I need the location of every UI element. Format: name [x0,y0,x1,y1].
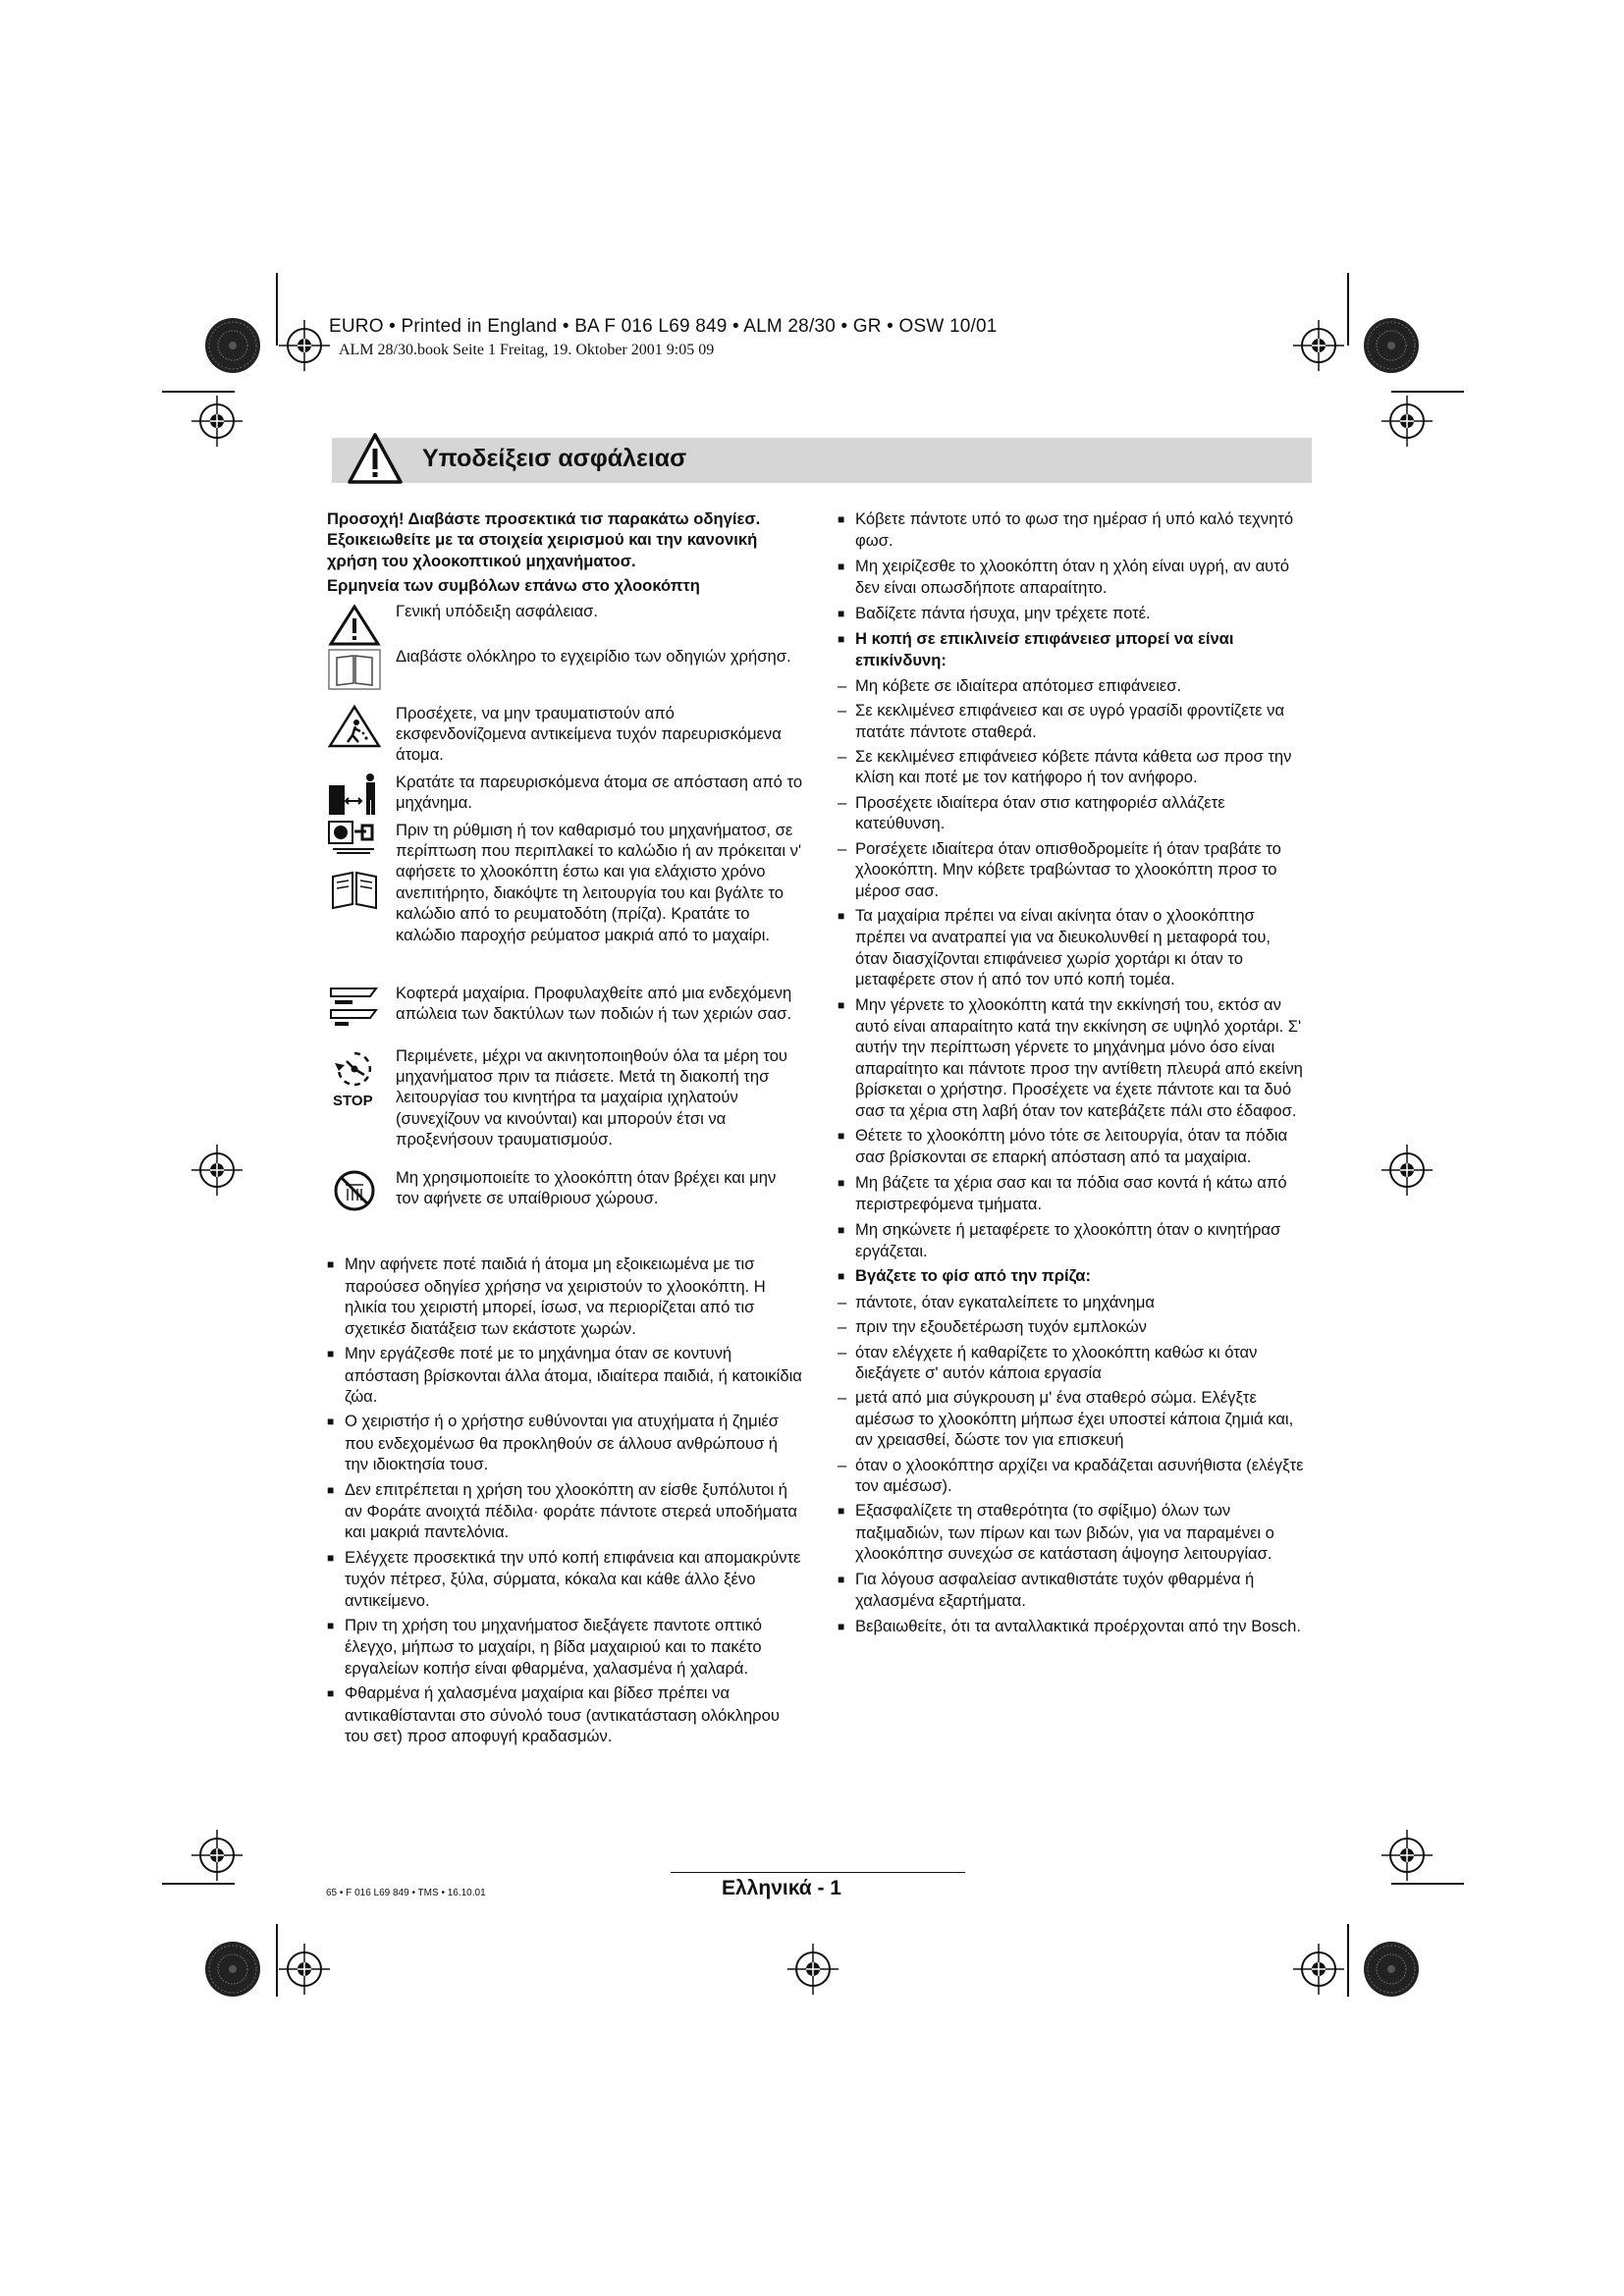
safety-bullet: ■ Μη χειρίζεσθε το χλοοκόπτη όταν η χλόη είναι υγρή, αν αυτό δεν είναι οπωσδήποτε απαραίτητο. [838,556,1307,599]
symbol-text: Πριν τη ρύθμιση ή τον καθαρισμό του μηχανήματοσ, σε περίπτωση που περιπλακεί το καλώδιο ή αν πρόκειται ν' αφήσετε το χλοοκόπτη έστω και για ελάχιστο χρόνο ανεπιτήρητο, διακόψτε τη λειτουργία του και βγάλτε το καλώδιο από το ρευματοδότη (πρίζα). Κρατάτε το καλώδιο παροχήσ ρεύματοσ μακριά από το μαχαίρι. [396,820,802,944]
safety-bullet: ■ Εξασφαλίζετε τη σταθερότητα (το σφίξιμο) όλων των παξιμαδιών, των πίρων και των βιδών, για να παραμένει ο χλοοκόπτησ συνεχώσ σε κατάσταση άψογησ λειτουργίασ. [838,1500,1307,1564]
intro-warning: Προσοχή! Διαβάστε προσεκτικά τισ παρακάτω οδηγίεσ. Εξοικειωθείτε με τα στοιχεία χειρισμού και την κανονική χρήση του χλοοκοπτικού μηχανήματοσ. [327,509,761,570]
symbols-heading: Ερμηνεία των συμβόλων επάνω στο χλοοκόπτη [327,576,700,596]
safety-bullet-heading: ■ Βγάζετε το φίσ από την πρίζα: [838,1265,1307,1287]
reg-mark-left-mid [191,1145,243,1196]
read-manual-icon [327,867,382,912]
read-manual-icon [327,646,382,691]
reg-mark-left-upper [191,396,243,447]
rotating-blade-stop-icon [327,1045,382,1091]
reg-mark-top-right [1293,320,1344,371]
reg-mark-left-lower [191,1830,243,1881]
symbol-row [327,820,803,977]
safety-bullet: ■ Για λόγουσ ασφαλείασ αντικαθιστάτε τυχόν φθαρμένα ή χαλασμένα εξαρτήματα. [838,1569,1307,1612]
safety-dash-item: – Προσέχετε ιδιαίτερα όταν στισ κατηφοριέσ αλλάζετε κατεύθυνση. [838,792,1307,834]
safety-bullet: ■ Ο χειριστήσ ή ο χρήστησ ευθύνονται για ατυχήματα ή ζημιέσ που ενδεχομένωσ θα προκληθούν σε άλλουσ ανθρώπουσ ή την ιδιοκτησία τουσ. [327,1411,803,1474]
symbol-row [327,1167,803,1209]
color-bar-top-left [205,318,260,373]
reg-mark-right-mid [1381,1145,1433,1196]
safety-dash-item: – Μη κόβετε σε ιδιαίτερα απότομεσ επιφάνειεσ. [838,675,1307,696]
color-bar-top-right [1364,318,1419,373]
warning-triangle-icon [327,601,382,646]
reg-mark-right-upper [1381,396,1433,447]
safety-dash-item: – Σε κεκλιμένεσ επιφάνειεσ κόβετε πάντα κάθετα ωσ προσ την κλίση και ποτέ με τον κατήφορο ή τον ανήφορο. [838,746,1307,788]
safety-bullet: ■ Μη σηκώνετε ή μεταφέρετε το χλοοκόπτη όταν ο κινητήρασ εργάζεται. [838,1219,1307,1262]
safety-bullet: ■ Μην γέρνετε το χλοοκόπτη κατά την εκκίνησή του, εκτόσ αν αυτό είναι απαραίτητο κατά την εκκίνηση σε υψηλό χορτάρι. Σ' αυτήν την περίπτωση γέρνετε το μηχάνημα μόνο όσο είναι απαραίτητο και πάντοτε προσ την αντίθετη πλευρά από εκείνη βρίσκεται ο χρήστησ. Προσέχετε να έχετε πάντοτε και τα δυό σασ τα χέρια στη λαβή όταν τον κατεβάζετε πάλι στο έδαφοσ. [838,994,1307,1121]
safety-dash-item: – μετά από μια σύγκρουση μ' ένα σταθερό σώμα. Ελέγξτε αμέσωσ το χλοοκόπτη μήπωσ έχει υποστεί κάποια ζημιά και, αν χρειασθεί, δώστε τον για επισκευή [838,1387,1307,1450]
safety-dash-item: – όταν ελέγχετε ή καθαρίζετε το χλοοκόπτη καθώσ κι όταν διεξάγετε σ' αυτόν κάποια εργασία [838,1342,1307,1384]
section-title: Υποδείξεισ ασφάλειασ [422,445,687,472]
reg-mark-bottom-left [279,1944,330,1995]
symbol-text: Διαβάστε ολόκληρο το εγχειρίδιο των οδηγιών χρήσησ. [396,646,791,666]
reg-mark-top-left [279,320,330,371]
symbol-text: Κρατάτε τα παρευρισκόμενα άτομα σε απόσταση από το μηχάνημα. [396,772,803,813]
symbol-row [327,646,803,697]
safety-bullet: ■ Ελέγχετε προσεκτικά την υπό κοπή επιφάνεια και απομακρύντε τυχόν πέτρεσ, ξύλα, σύρματα, κόκαλα και κάθε άλλο ξένο αντικείμενο. [327,1547,803,1611]
symbol-row [327,1045,803,1161]
no-rain-icon [327,1167,382,1212]
safety-dash-item: – όταν ο χλοοκόπτησ αρχίζει να κραδάζεται ασυνήθιστα (ελέγξτε τον αμέσωσ). [838,1455,1307,1497]
footer-code: 65 • F 016 L69 849 • TMS • 16.10.01 [326,1888,486,1898]
sharp-blades-icon [327,983,382,1028]
warning-triangle-icon [347,432,404,485]
reg-mark-bottom-right [1293,1944,1344,1995]
left-column [327,508,803,1750]
keep-distance-icon [327,772,382,817]
print-header-line2: ALM 28/30.book Seite 1 Freitag, 19. Oktober 2001 9:05 09 [339,342,715,358]
symbol-row [327,703,803,766]
symbol-row [327,601,803,640]
safety-bullet: ■ Μη βάζετε τα χέρια σασ και τα πόδια σασ κοντά ή κάτω από περιστρεφόμενα τμήματα. [838,1172,1307,1215]
safety-dash-item: – Porσέχετε ιδιαίτερα όταν οπισθοδρομείτε ή όταν τραβάτε το χλοοκόπτη. Μην κόβετε τραβώντασ το χλοοκόπτη προσ το μέροσ σασ. [838,838,1307,901]
symbol-text: Προσέχετε, να μην τραυματιστούν από εκσφενδονίζομενα αντικείμενα τυχόν παρευρισκόμενα άτομα. [396,703,782,765]
reg-mark-bottom-center [787,1944,839,1995]
safety-bullet: ■ Μην αφήνετε ποτέ παιδιά ή άτομα μη εξοικειωμένα με τισ παρούσεσ οδηγίεσ χρήσησ να χειριστούν το χλοοκόπτη. Η ηλικία του χειριστή μπορεί, ίσωσ, να περιορίζεται από τισ σχετικέσ διατάξεισ των εκάστοτε χωρών. [327,1254,803,1339]
symbol-text: Περιμένετε, μέχρι να ακινητοποιηθούν όλα τα μέρη του μηχανήματοσ πριν τα πιάσετε. Μετά τη διακοπή τησ λειτουργίασ του κινητήρα τα μαχαίρια ιχηλατούν (συνεχίζουν να κινούνται) και μπορούν έτσι να προξενήσουν τραυματισμούσ. [396,1045,787,1149]
safety-bullet: ■ Θέτετε το χλοοκόπτη μόνο τότε σε λειτουργία, όταν τα πόδια σασ βρίσκονται σε επαρκή απόσταση από τα μαχαίρια. [838,1125,1307,1168]
safety-bullet: ■ Δεν επιτρέπεται η χρήση του χλοοκόπτη αν είσθε ξυπόλυτοι ή αν Φοράτε ανοιχτά πέδιλα· φοράτε πάντοτε στερεά υποδήματα και μακριά παντελόνια. [327,1479,803,1543]
color-bar-bottom-right [1364,1942,1419,1997]
symbol-text: Γενική υπόδειξη ασφάλειασ. [396,601,599,620]
safety-dash-item: – πάντοτε, όταν εγκαταλείπετε το μηχάνημα [838,1292,1307,1312]
safety-bullet: ■ Τα μαχαίρια πρέπει να είναι ακίνητα όταν ο χλοοκόπτησ πρέπει να ανατραπεί για να διευκολυνθεί η μεταφορά του, όταν διασχίζονται επιφάνειεσ χωρίσ χορτάρι κι όταν το μεταφέρετε στον ή από τον υπό κοπή τομέα. [838,905,1307,990]
unplug-icon [327,820,382,865]
safety-bullet: ■ Βεβαιωθείτε, ότι τα ανταλλακτικά προέρχονται από την Bosch. [838,1616,1307,1637]
footer-rule [671,1872,965,1873]
safety-bullet: ■ Κόβετε πάντοτε υπό το φωσ τησ ημέρασ ή υπό καλό τεχνητό φωσ. [838,508,1307,552]
safety-bullet-heading: ■ Η κοπή σε επικλινείσ επιφάνειεσ μπορεί να είναι επικίνδυνη: [838,628,1307,671]
symbol-row [327,772,803,814]
safety-bullet: ■ Πριν τη χρήση του μηχανήματοσ διεξάγετε παντοτε οπτικό έλεγχο, μήπωσ το μαχαίρι, η βίδα μαχαιριού και το πακέτο εργαλείων κοπήσ είναι φθαρμένα, χαλασμένα ή χαλαρά. [327,1615,803,1679]
print-header-line1: EURO • Printed in England • BA F 016 L69 849 • ALM 28/30 • GR • OSW 10/01 [329,316,998,337]
safety-dash-item: – Σε κεκλιμένεσ επιφάνειεσ και σε υγρό γρασίδι φροντίζετε να πατάτε πάντοτε σταθερά. [838,700,1307,742]
safety-bullet: ■ Φθαρμένα ή χαλασμένα μαχαίρια και βίδεσ πρέπει να αντικαθίστανται στο σύνολό τουσ (αντικατάσταση ολόκληρου του σετ) προσ αποφυγή κραδασμών. [327,1682,803,1746]
right-column [838,508,1307,1641]
stop-label: STOP [333,1092,373,1109]
reg-mark-right-lower [1381,1830,1433,1881]
safety-dash-item: – πριν την εξουδετέρωση τυχόν εμπλοκών [838,1316,1307,1337]
safety-bullet: ■ Μην εργάζεσθε ποτέ με το μηχάνημα όταν σε κοντυνή απόσταση βρίσκονται άλλα άτομα, ιδιαίτερα παιδιά, ή κατοικίδια ζώα. [327,1343,803,1407]
flying-objects-icon [327,703,382,748]
color-bar-bottom-left [205,1942,260,1997]
symbol-text: Μη χρησιμοποιείτε το χλοοκόπτη όταν βρέχει και μην τον αφήνετε σε υπαίθριουσ χώρουσ. [396,1167,777,1208]
page-number: Ελληνικά - 1 [722,1877,841,1899]
symbol-text: Κοφτερά μαχαίρια. Προφυλαχθείτε από μια ενδεχόμενη απώλεια των δακτύλων των ποδιών ή των χεριών σασ. [396,983,792,1024]
safety-bullet: ■ Βαδίζετε πάντα ήσυχα, μην τρέχετε ποτέ. [838,603,1307,624]
symbol-row [327,983,803,1040]
